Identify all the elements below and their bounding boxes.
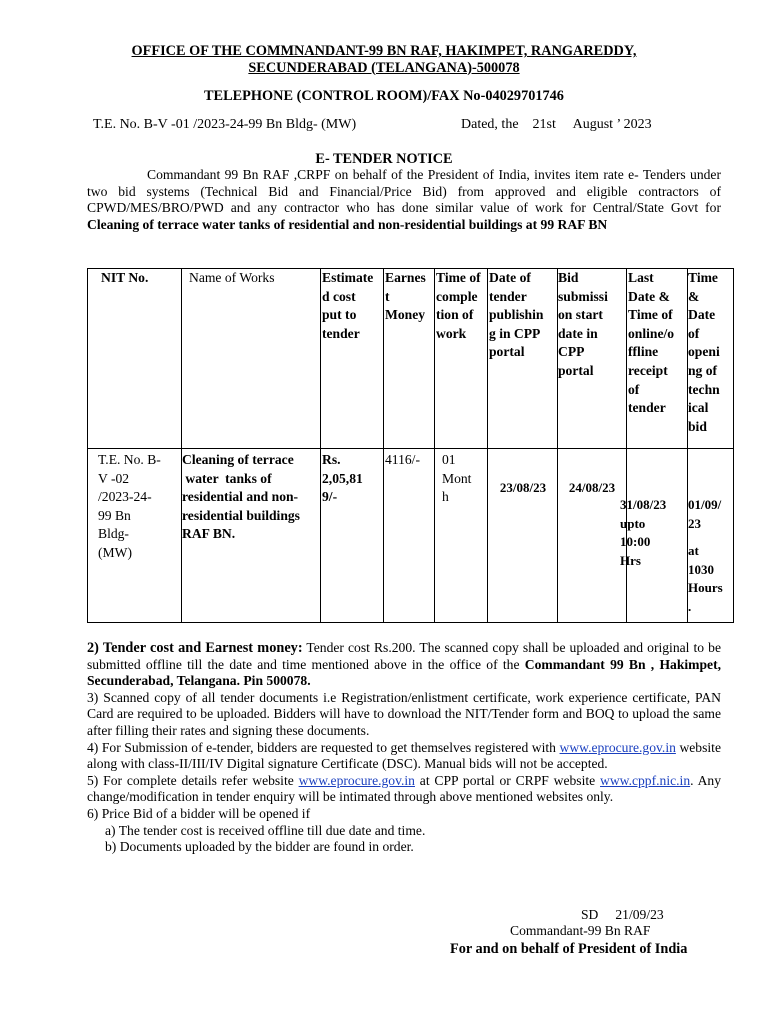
te-number: T.E. No. B-V -01 /2023-24-99 Bn Bldg- (MW) xyxy=(93,117,357,132)
notice-title: E- TENDER NOTICE xyxy=(315,151,453,167)
point-2-label: 2) Tender cost and Earnest money: xyxy=(87,640,303,656)
cell-bid-start-date: 24/08/23 xyxy=(568,480,616,495)
header-last-date: Last Date & Time of online/o ffline receipt of tender xyxy=(628,270,675,416)
telephone-heading: TELEPHONE (CONTROL ROOM)/FAX No-04029701746 xyxy=(204,88,564,104)
header-estimated-cost: Estimate d cost put to tender xyxy=(322,270,374,341)
cell-publishing-date: 23/08/23 xyxy=(499,480,547,495)
header-completion-time: Time of comple tion of work xyxy=(436,270,481,341)
cell-opening-date: 01/09/ 23 xyxy=(688,497,722,531)
header-bid-start-date: Bid submissi on start date in CPP portal xyxy=(558,270,608,378)
intro-paragraph xyxy=(87,167,721,233)
dated-text: Dated, the 21st August ’ 2023 xyxy=(461,117,652,132)
header-publishing-date: Date of tender publishin g in CPP portal xyxy=(489,270,544,360)
tender-table xyxy=(87,268,734,623)
cell-last-date: 31/08/23 upto 10:00 Hrs xyxy=(620,497,667,568)
header-earnest-money: Earnes t Money xyxy=(385,270,426,323)
office-line-1: OFFICE OF THE COMMNANDANT-99 BN RAF, HAKIMPET, RANGAREDDY, xyxy=(131,43,637,59)
cell-earnest-money: 4116/- xyxy=(385,452,420,467)
eprocure-link-2[interactable]: www.eprocure.gov.in xyxy=(298,772,415,788)
header-name-of-works: Name of Works xyxy=(189,270,275,285)
signature-designation: Commandant-99 Bn RAF xyxy=(510,923,651,938)
cell-estimated-cost: Rs. 2,05,81 9/- xyxy=(322,452,363,505)
eprocure-link[interactable]: www.eprocure.gov.in xyxy=(559,739,676,755)
intro-text: Commandant 99 Bn RAF ,CRPF on behalf of the President of India, invites item rate e- Tenders under two bid systems (Technical Bid and Financial/Price Bid) from approved and eligible contractors of CPWD/MES/BRO/PWD and any contractor who has done similar value of work for Central/State Govt for xyxy=(87,167,721,216)
signature-sd: SD 21/09/23 xyxy=(581,907,664,922)
point-6a: a) The tender cost is received offline till due date and time. xyxy=(105,822,426,838)
office-address-heading xyxy=(0,43,768,76)
header-opening-date: Time & Date of openi ng of techn ical bid xyxy=(688,270,720,434)
point-6b: b) Documents uploaded by the bidder are found in order. xyxy=(105,839,414,855)
point-2-address: Commandant 99 Bn , Hakimpet, Secunderabad, Telangana. Pin 500078. xyxy=(87,656,722,689)
terms-section xyxy=(87,640,721,856)
cell-nit-no: T.E. No. B- V -02 /2023-24- 99 Bn Bldg- (MW) xyxy=(98,452,161,560)
intro-work-name: Cleaning of terrace water tanks of residential and non-residential buildings at 99 RAF BN xyxy=(87,216,608,232)
point-4: 4) For Submission of e-tender, bidders are requested to get themselves registered with www.eprocure.gov.in website along with class-II/III/IV Digital signature Certificate (DSC). Manual bids will not be accepted. xyxy=(87,739,721,772)
crpf-link[interactable]: www.cppf.nic.in xyxy=(600,772,691,788)
cell-opening-time: at 1030 Hours . xyxy=(688,543,723,614)
header-nit-no: NIT No. xyxy=(101,270,149,285)
cell-completion-time: 01 Mont h xyxy=(442,452,472,505)
point-6: 6) Price Bid of a bidder will be opened if xyxy=(87,805,311,821)
office-line-2: SECUNDERABAD (TELANGANA)-500078 xyxy=(248,59,520,76)
point-2: 2) Tender cost and Earnest money: Tender cost Rs.200. The scanned copy shall be uploaded and original to be submitted offline till the date and time mentioned above in the office of the Commandant 99 Bn , Hakimpet, Secunderabad, Telangana. Pin 500078. xyxy=(87,640,722,689)
point-3: 3) Scanned copy of all tender documents i.e Registration/enlistment certificate, work experience certificate, PAN Card are required to be uploaded. Bidders will have to download the NIT/Tender form and BOQ to upload the same after filling their rates and signing these documents. xyxy=(87,689,721,738)
signature-behalf: For and on behalf of President of India xyxy=(450,941,688,957)
point-5: 5) For complete details refer website www.eprocure.gov.in at CPP portal or CRPF website www.cppf.nic.in. Any change/modification in tender enquiry will be intimated through above mentioned websites only. xyxy=(87,772,722,805)
cell-name-of-works: Cleaning of terrace water tanks of residential and non- residential buildings RAF BN. xyxy=(182,452,300,542)
